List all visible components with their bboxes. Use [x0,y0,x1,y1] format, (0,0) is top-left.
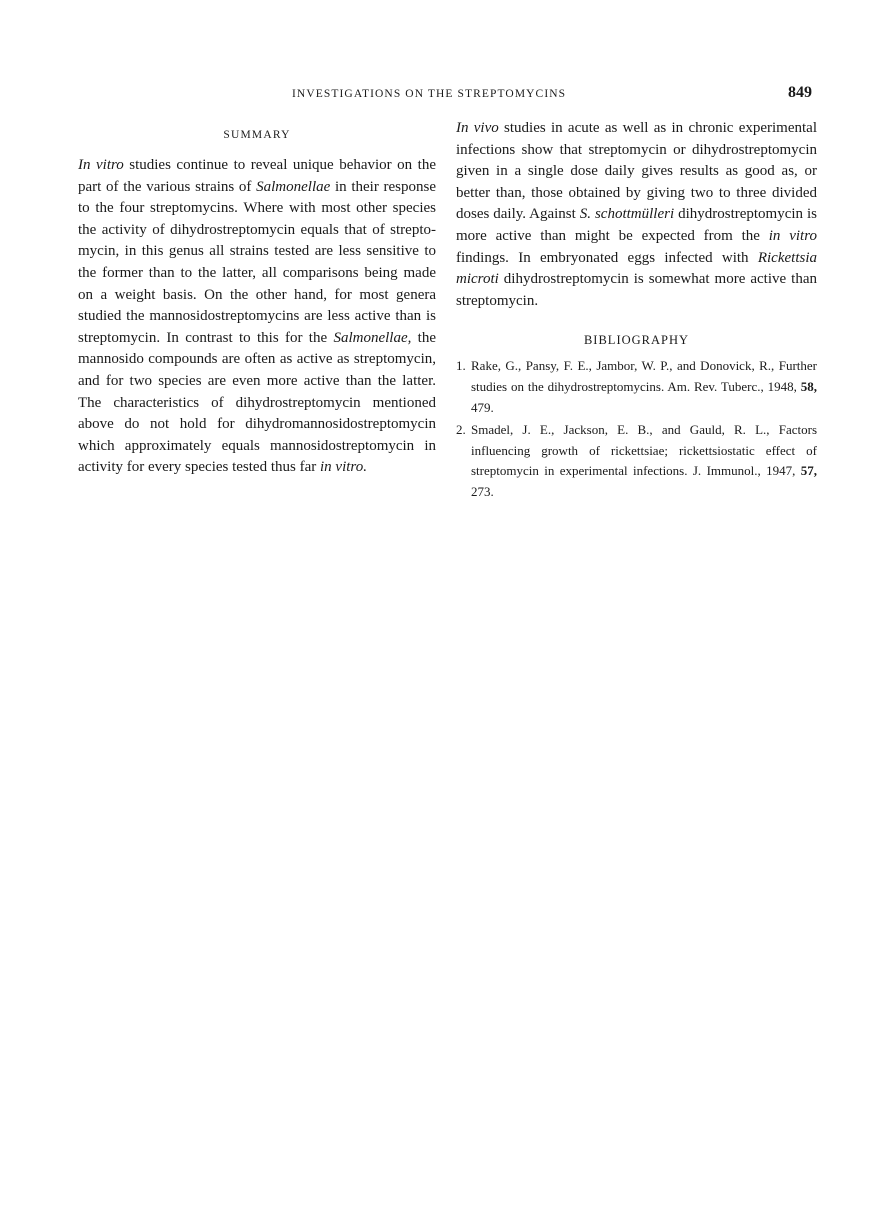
bibliography-heading: BIBLIOGRAPHY [583,333,690,348]
reference-text: Rake, G., Pansy, F. E., Jambor, W. P., and Donovick, R., Further studies on the dihydrostreptomycins. Am. Rev. Tuberc., 1948, 58, 479. [471,358,817,415]
page-number: 849 [788,84,812,101]
running-title: INVESTIGATIONS ON THE STREPTOMYCINS [292,88,567,100]
reference-number: 2. [456,422,466,438]
volume-number: 58, [800,378,817,394]
left-column [78,118,436,479]
reference-item [456,356,817,418]
summary-heading: SUMMARY [223,129,291,141]
reference-number: 1. [456,358,466,374]
reference-item [456,420,817,502]
reference-list [456,356,817,502]
reference-text: Smadel, J. E., Jackson, E. B., and Gauld, R. L., Factors influencing growth of rickettsiae; rickettsiostatic effect of streptomycin in experimental infections. J. Immunol., 1947, 57, 273. [471,422,817,499]
right-column [456,118,817,505]
in-vivo-paragraph: In vivo studies in acute as well as in chronic experimental infections show that streptomycin or dihydrostreptomycin given in a single dose daily gives results as good as, or better than, those obtained by giving two to three divided doses daily. Against S. schottmülleri dihydrostreptomycin is more active than might be expected from the in vitro findings. In embryonated eggs infected with Rickettsia microti dihydrostreptomycin is somewhat more active than streptomycin. [456,120,818,309]
running-head [0,86,880,108]
volume-number: 57, [800,463,817,479]
summary-paragraph: In vitro studies continue to reveal unique behavior on the part of the various strains of Salmonellae in their response to the four streptomycins. Where with most other species the activity of dihydrostreptomycin equals that of streptomycin, in this genus all strains tested are less sensitive to the former than to the latter, all comparisons being made on a weight basis. On the other hand, for most genera studied the mannosidostreptomycins are less active than is streptomycin. In contrast to this for the Salmonellae, the mannosido compounds are often as active as streptomycin, and for two species are even more active than the latter. The characteristics of dihydrostreptomycin mentioned above do not hold for dihydromannosidostreptomycin which approximately equals mannosidostreptomycin in activity for every species tested thus far in vitro. [78,157,437,476]
